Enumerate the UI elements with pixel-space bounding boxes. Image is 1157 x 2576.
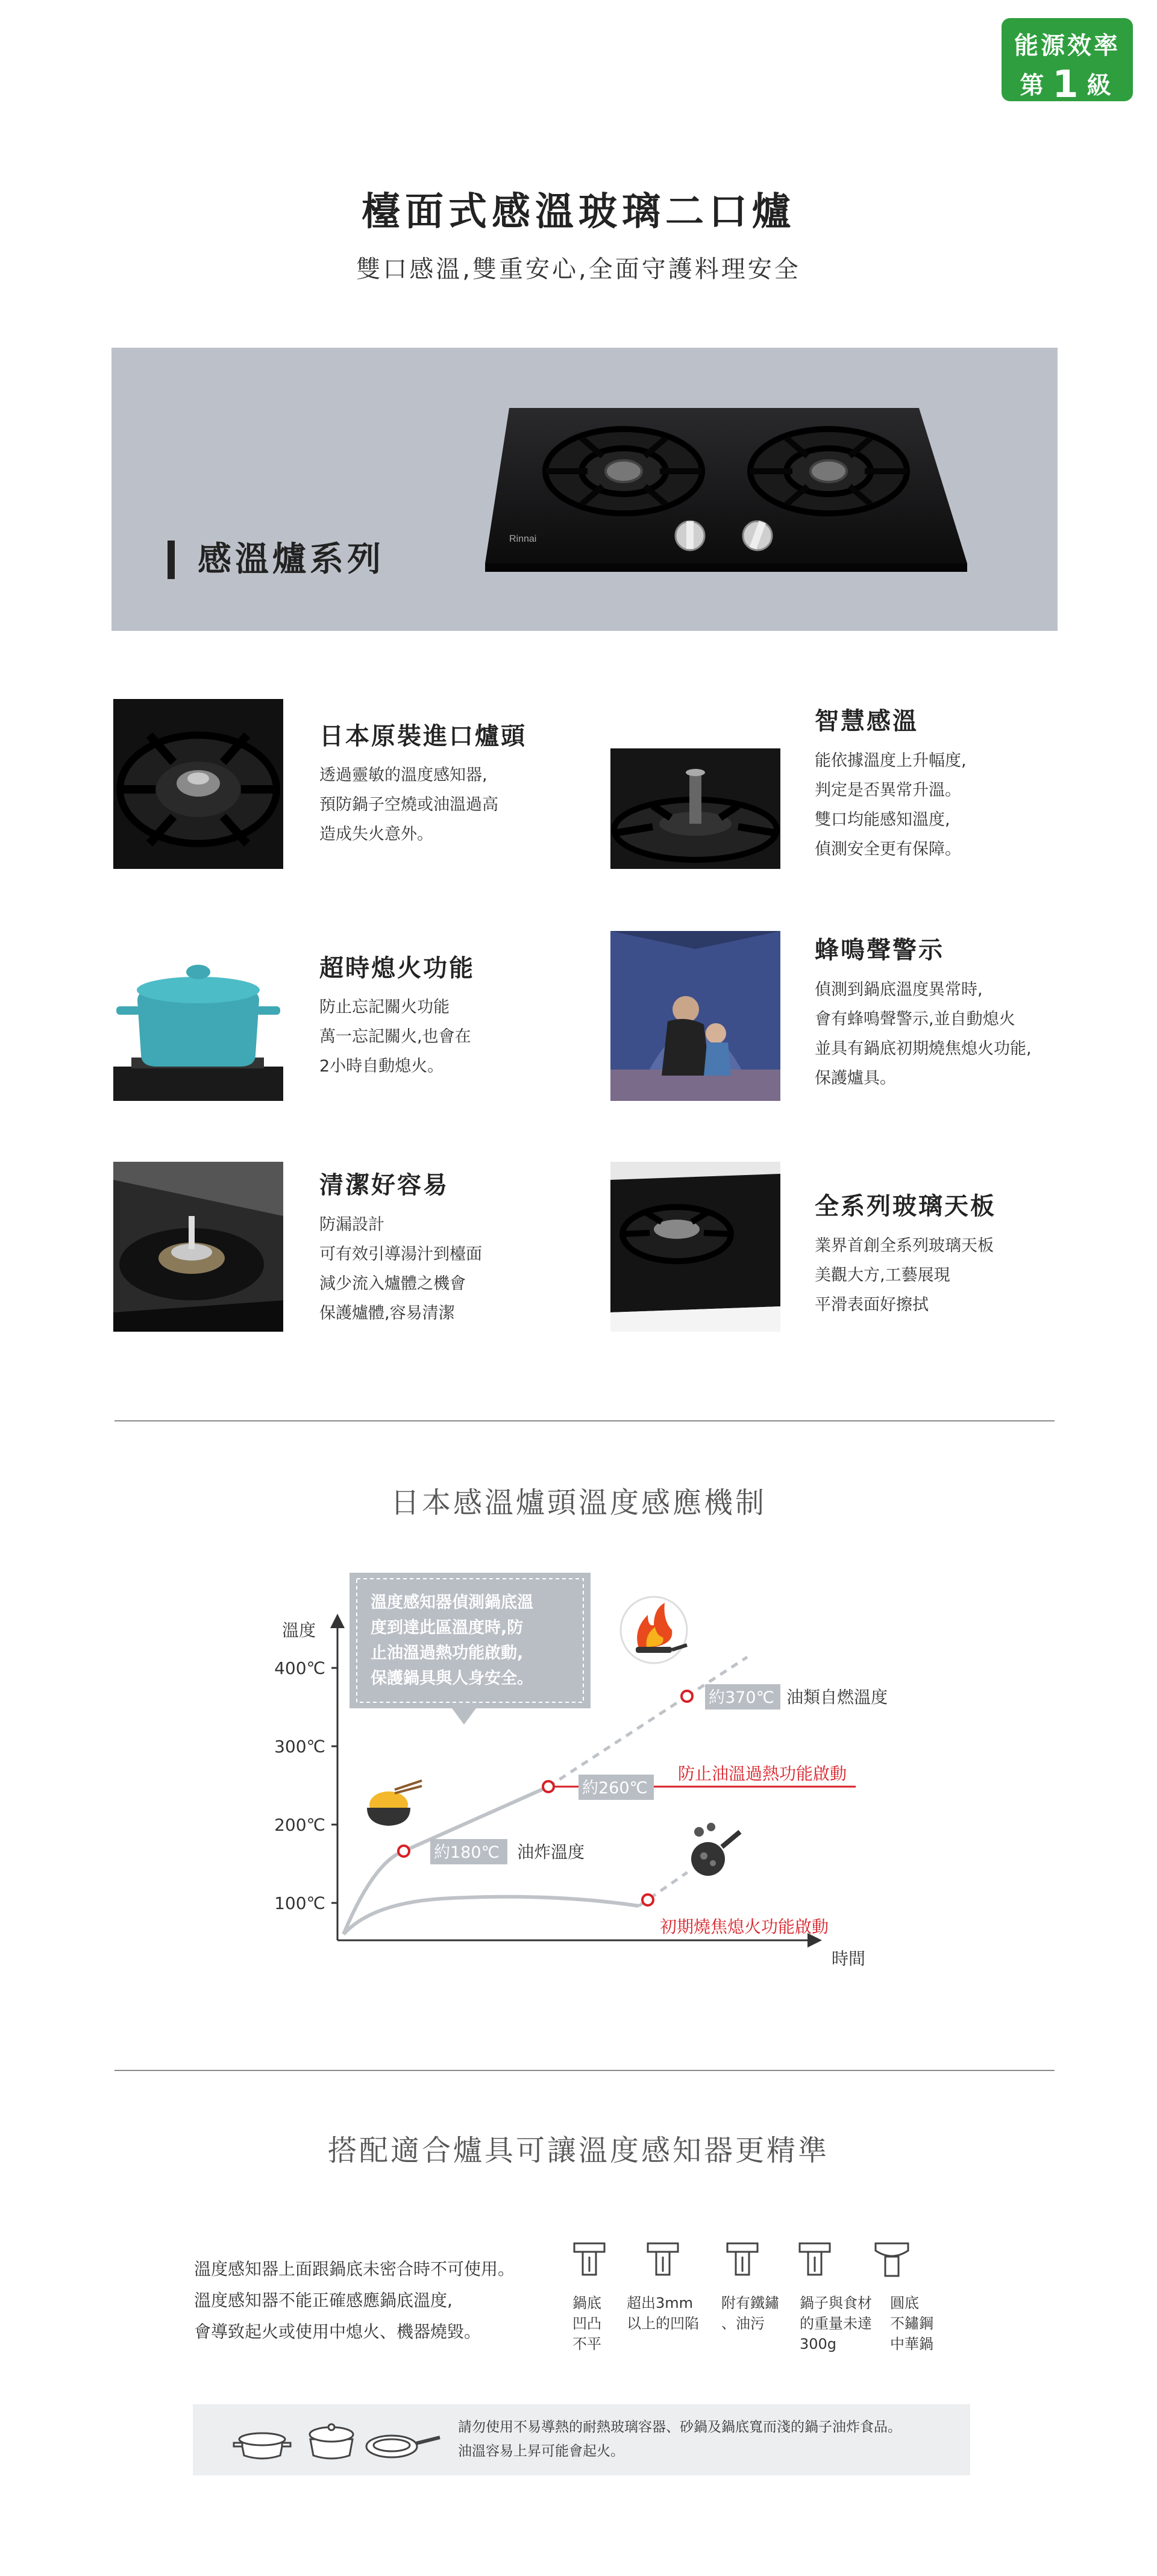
point-370 [682,1691,692,1702]
point-scorch-label: 初期燒焦熄火功能啟動 [660,1917,829,1937]
y-tick-200: 200℃ [274,1815,325,1835]
fire-pan-icon [621,1597,687,1663]
tool-caption-5: 圓底 不鏽鋼 中華鍋 [890,2295,933,2352]
badge-prefix: 第 [1020,72,1048,99]
tempura-pot-icon [360,1781,422,1832]
y-tick-400: 400℃ [274,1658,325,1678]
callout-line-4: 保護鍋具與人身安全。 [371,1669,533,1688]
tool-caption-3: 附有鐵鏽 、油污 [721,2295,779,2332]
burnt-pan-icon [682,1823,740,1885]
sensor-pictograms [569,2239,943,2287]
tool-caption-1: 鍋底 凹凸 不平 [572,2295,601,2352]
glass-top-burner-image [113,1162,283,1332]
callout-line-1: 溫度感知器偵測鍋底溫 [371,1593,533,1612]
feature-title-2: 智慧感溫 [815,707,918,735]
glass-panel-image [610,1162,780,1332]
shallow-pan-icon [366,2436,440,2457]
burner-closeup-image [113,699,283,869]
enamel-pot-image [113,931,283,1101]
family-tent-image [610,931,780,1101]
warning-box [193,2404,970,2475]
hero-banner [111,348,1058,631]
point-180-value: 約180℃ [434,1843,500,1862]
y-tick-100: 100℃ [274,1893,325,1913]
cookware-icons [232,2416,443,2465]
warning-text: 請勿使用不易導熱的耐熱玻璃容器、砂鍋及鍋底寬而淺的鍋子油炸食品。 油溫容易上昇可能會起火。 [458,2419,901,2459]
point-180-label: 油炸溫度 [517,1842,585,1862]
scorch-temperature-curve [343,1897,639,1934]
point-370-value: 約370℃ [709,1688,774,1707]
point-370-label: 油類自燃溫度 [786,1687,888,1707]
series-label: 感溫爐系列 [168,541,384,579]
point-scorch [642,1894,653,1905]
badge-suffix: 級 [1086,72,1115,99]
feature-title-6: 全系列玻璃天板 [815,1192,996,1220]
y-axis-label: 溫度 [282,1620,316,1640]
stove-product-image [485,408,967,572]
feature-title-4: 蜂鳴聲警示 [815,936,944,964]
callout-line-2: 度到達此區溫度時,防 [371,1619,524,1637]
cookware-title: 搭配適合爐具可讓溫度感知器更精準 [327,2134,829,2167]
energy-efficiency-badge [1002,18,1133,106]
feature-text-4: 偵測到鍋底溫度異常時, 會有蜂鳴聲警示,並自動熄火 並具有鍋底初期燒焦熄火功能, 保護爐具。 [815,980,1032,1088]
badge-line2 [1002,62,1133,106]
y-axis-arrow-icon [330,1614,345,1628]
feature-title-3: 超時熄火功能 [319,954,475,982]
point-260-value: 約260℃ [582,1779,648,1797]
point-180 [398,1846,409,1857]
section-divider [114,1420,1055,1421]
cookware-warnings [569,2239,943,2377]
sensor-burner-image [610,748,780,869]
point-260-label: 防止油溫過熱功能啟動 [678,1764,847,1784]
casserole-icon [234,2433,290,2458]
feature-text-5: 防漏設計 可有效引導湯汁到檯面 減少流入爐體之機會 保護爐體,容易清潔 [319,1215,482,1323]
pot-icon [310,2424,353,2458]
x-axis-label: 時間 [832,1949,866,1969]
point-260 [543,1781,554,1792]
mechanism-title: 日本感溫爐頭溫度感應機制 [390,1486,767,1520]
feature-title-5: 清潔好容易 [319,1171,449,1199]
badge-line1: 能源效率 [1014,32,1120,60]
tool-caption-2: 超出3mm 以上的凹陷 [627,2295,699,2332]
tool-caption-4: 鍋子與食材 的重量未達 300g [800,2295,872,2352]
feature-title-1: 日本原裝進口爐頭 [319,722,527,750]
feature-text-1: 透過靈敏的溫度感知器, 預防鍋子空燒或油溫過高 造成失火意外。 [319,766,498,844]
badge-level: 1 [1052,62,1082,106]
page-subtitle: 雙口感溫,雙重安心,全面守護料理安全 [356,255,801,283]
section-divider [114,2070,1055,2071]
callout-line-3: 止油溫過熱功能啟動, [371,1644,524,1662]
feature-text-6: 業界首創全系列玻璃天板 美觀大方,工藝展現 平滑表面好擦拭 [815,1236,994,1314]
temperature-diagram [253,1573,904,1982]
y-tick-300: 300℃ [274,1737,325,1757]
brand-logo: Rinnai [509,534,537,544]
page-title: 檯面式感溫玻璃二口爐 [362,190,795,234]
feature-text-2: 能依據溫度上升幅度, 判定是否異常升溫。 雙口均能感知溫度, 偵測安全更有保障。 [815,751,967,859]
feature-text-3: 防止忘記關火功能 萬一忘記關火,也會在 2小時自動熄火。 [319,998,471,1076]
cookware-notes: 溫度感知器上面跟鍋底未密合時不可使用。 溫度感知器不能正確感應鍋底溫度, 會導致起火或使用中熄火、機器燒毀。 [194,2259,515,2342]
oil-curve-extension [548,1696,687,1787]
